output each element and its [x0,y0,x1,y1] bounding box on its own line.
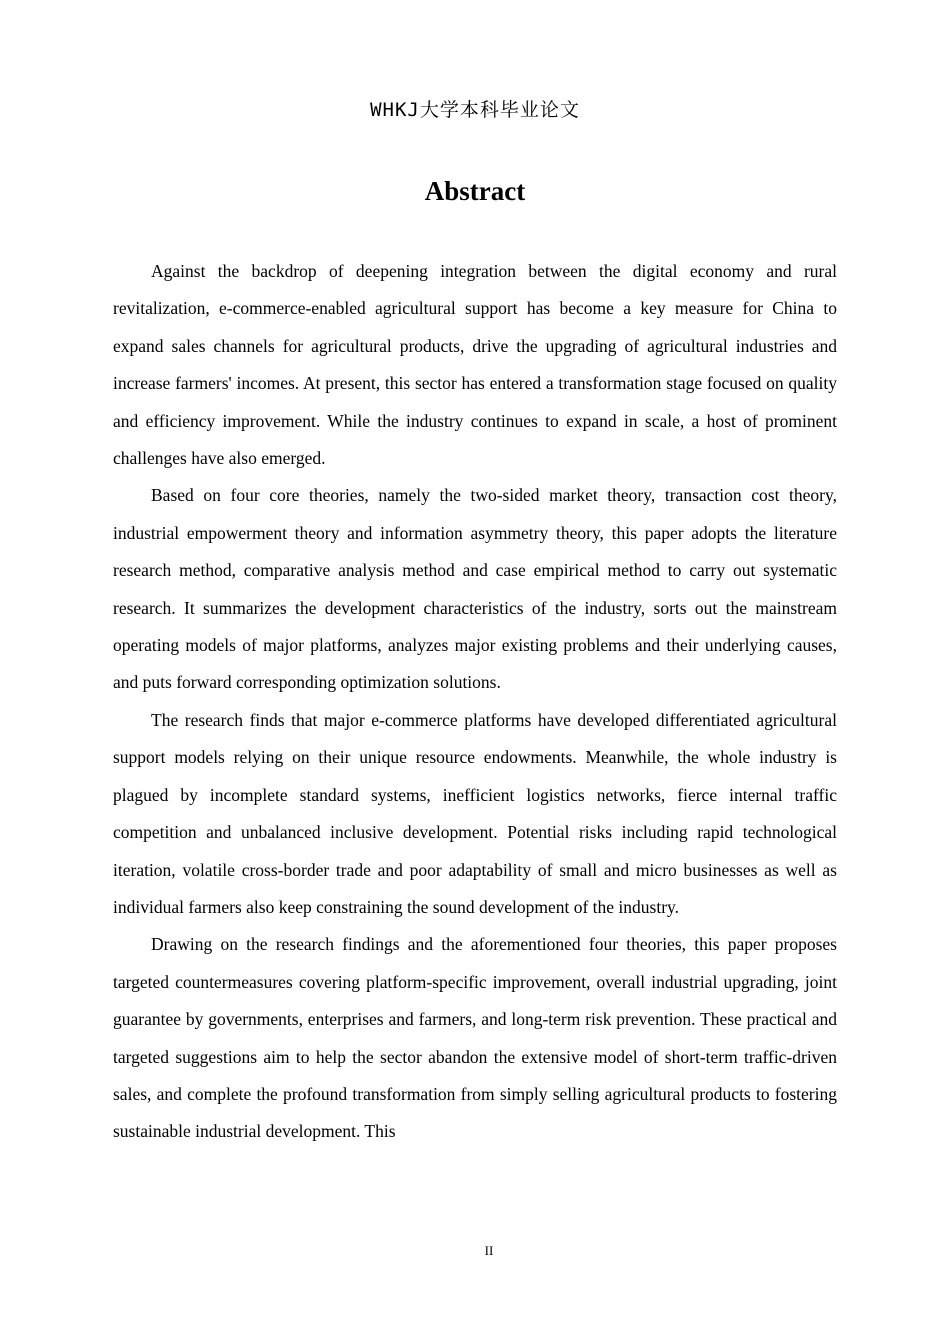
page-header: WHKJ大学本科毕业论文 [370,99,580,121]
page-title: Abstract [424,176,526,206]
abstract-body [113,253,837,1151]
page-number: II [484,1243,494,1258]
abstract-paragraph: Against the backdrop of deepening integration between the digital economy and rural revitalization, e-commerce-enabled agricultural support has become a key measure for China to expand sales channels for agricultural products, drive the upgrading of agricultural industries and increase farmers' incomes. At present, this sector has entered a transformation stage focused on quality and efficiency improvement. While the industry continues to expand in scale, a host of prominent challenges have also emerged. [113,261,837,469]
abstract-paragraph: Drawing on the research findings and the aforementioned four theories, this paper proposes targeted countermeasures covering platform-specific improvement, overall industrial upgrading, joint guarantee by governments, enterprises and farmers, and long-term risk prevention. These practical and targeted suggestions aim to help the sector abandon the extensive model of short-term traffic-driven sales, and complete the profound transformation from simply selling agricultural products to fostering sustainable industrial development. This [113,934,837,1142]
abstract-paragraph: Based on four core theories, namely the two-sided market theory, transaction cost theory, industrial empowerment theory and information asymmetry theory, this paper adopts the literature research method, comparative analysis method and case empirical method to carry out systematic research. It summarizes the development characteristics of the industry, sorts out the mainstream operating models of major platforms, analyzes major existing problems and their underlying causes, and puts forward corresponding optimization solutions. [113,485,837,693]
abstract-paragraph: The research finds that major e-commerce platforms have developed differentiated agricultural support models relying on their unique resource endowments. Meanwhile, the whole industry is plagued by incomplete standard systems, inefficient logistics networks, fierce internal traffic competition and unbalanced inclusive development. Potential risks including rapid technological iteration, volatile cross-border trade and poor adaptability of small and micro businesses as well as individual farmers also keep constraining the sound development of the industry. [113,709,837,917]
